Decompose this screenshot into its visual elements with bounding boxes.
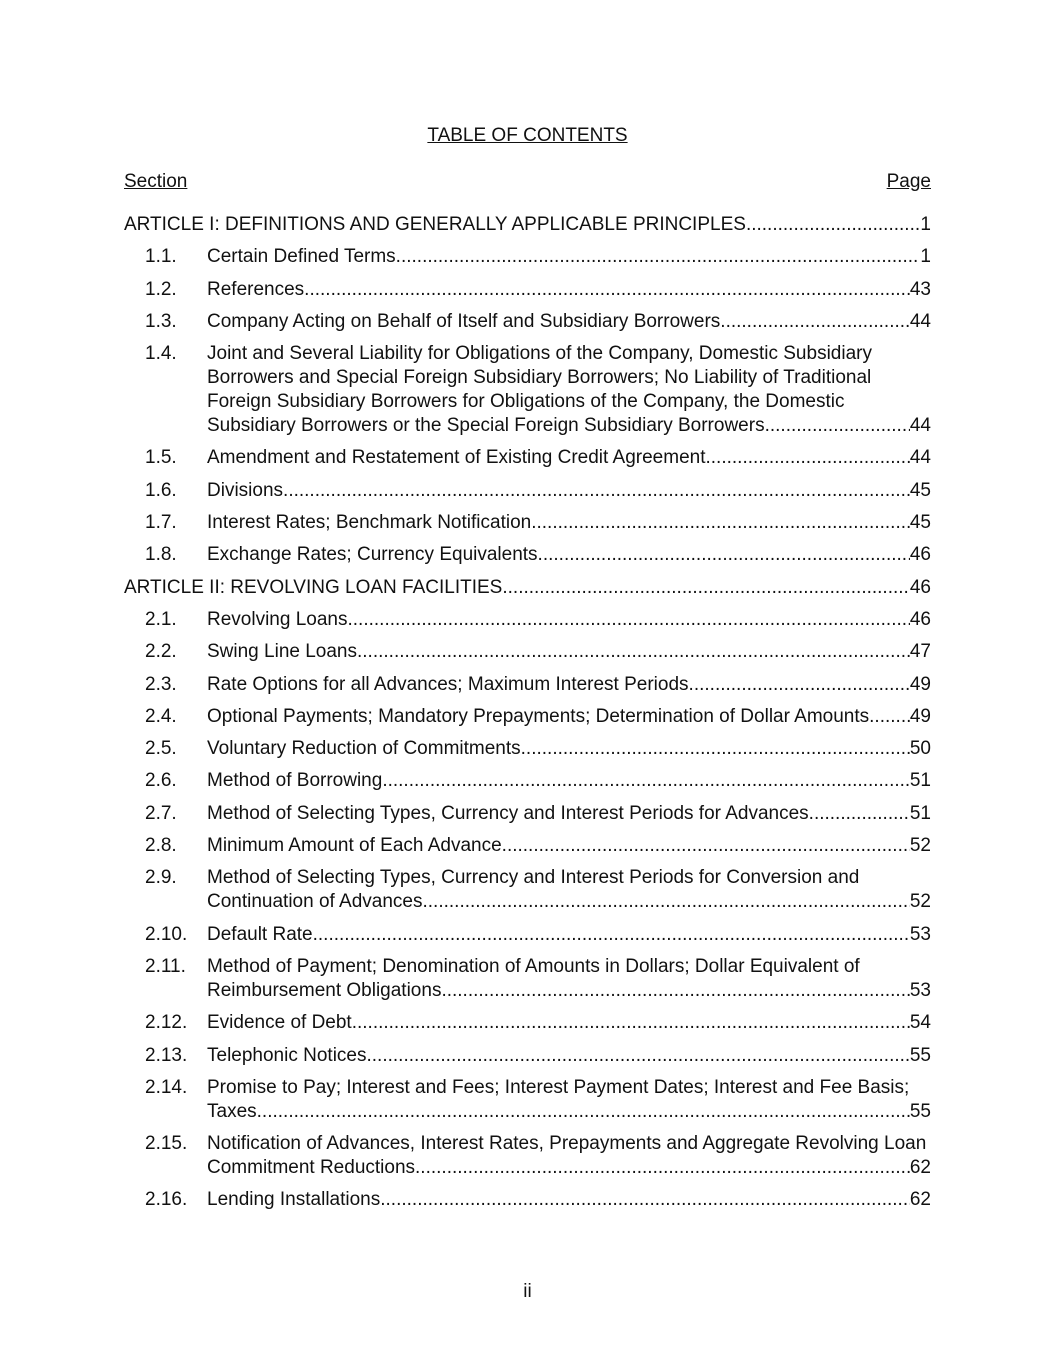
section-number: 1.3. xyxy=(145,310,177,332)
toc-section-entry[interactable] xyxy=(124,640,931,664)
entry-page-number: 43 xyxy=(909,278,931,300)
entry-leader-line xyxy=(207,1044,931,1068)
entry-title-block xyxy=(207,479,931,503)
entry-page-number: 45 xyxy=(909,512,931,534)
entry-title: References. xyxy=(207,278,310,300)
section-number: 1.5. xyxy=(145,447,177,469)
dot-leader xyxy=(726,310,910,334)
page-column-header: Page xyxy=(886,171,931,192)
entry-title-block xyxy=(207,278,931,302)
entry-page-number: 44 xyxy=(909,310,931,332)
section-number: 2.3. xyxy=(145,673,177,695)
dot-leader xyxy=(420,1156,910,1180)
entry-title-block xyxy=(207,955,931,1003)
entry-page-number: 62 xyxy=(909,1189,931,1211)
entry-page-number: 1 xyxy=(920,214,931,235)
entry-title: Voluntary Reduction of Commitments. xyxy=(207,738,526,760)
section-number: 2.10. xyxy=(145,923,188,945)
entry-title: Interest Rates; Benchmark Notification. xyxy=(207,512,537,534)
toc-section-entry[interactable] xyxy=(124,1044,931,1068)
dot-leader xyxy=(694,673,910,697)
entry-title-block xyxy=(207,1044,931,1068)
section-number: 2.2. xyxy=(145,641,177,663)
entry-leader-line xyxy=(207,834,931,858)
entry-title-block xyxy=(207,802,931,826)
entry-title: Divisions. xyxy=(207,479,289,501)
toc-section-entry[interactable] xyxy=(124,446,931,470)
entry-page-number: 44 xyxy=(909,447,931,469)
entry-page-number: 46 xyxy=(909,544,931,566)
entry-title-block xyxy=(207,342,931,438)
dot-leader xyxy=(502,576,910,600)
entry-title-block xyxy=(207,769,931,793)
entry-title-block xyxy=(207,1076,931,1124)
entry-title: Evidence of Debt. xyxy=(207,1012,357,1034)
entry-page-number: 49 xyxy=(909,673,931,695)
section-number: 2.13. xyxy=(145,1044,188,1066)
entry-leader-line xyxy=(207,1100,931,1124)
entry-leader-line xyxy=(124,213,931,237)
entry-title-line: Method of Selecting Types, Currency and Interest Periods for Conversion and xyxy=(207,867,860,889)
section-number: 1.1. xyxy=(145,246,177,268)
toc-section-entry[interactable] xyxy=(124,769,931,793)
section-number: 2.1. xyxy=(145,608,177,630)
entry-leader-line xyxy=(207,705,931,729)
entry-title: Subsidiary Borrowers or the Special Foreign Subsidiary Borrowers. xyxy=(207,415,770,437)
entry-title: Default Rate.. xyxy=(207,923,324,945)
entry-title-line: Borrowers and Special Foreign Subsidiary Borrowers; No Liability of Traditional xyxy=(207,367,872,389)
entry-page-number: 55 xyxy=(909,1100,931,1122)
entry-page-number: 53 xyxy=(909,923,931,945)
entry-title: Swing Line Loans. xyxy=(207,641,363,663)
toc-section-entry[interactable] xyxy=(124,342,931,438)
section-number: 2.11. xyxy=(145,955,186,977)
entry-page-number: 54 xyxy=(909,1012,931,1034)
entry-leader-line xyxy=(207,1011,931,1035)
entry-title-line: Notification of Advances, Interest Rates, Prepayments and Aggregate Revolving Loan xyxy=(207,1133,927,1155)
entry-page-number: 50 xyxy=(909,738,931,760)
entry-title: Lending Installations. xyxy=(207,1189,386,1211)
entry-title: Amendment and Restatement of Existing Credit Agreement. xyxy=(207,447,711,469)
toc-section-entry[interactable] xyxy=(124,608,931,632)
entry-title-block xyxy=(207,1188,931,1212)
entry-leader-line xyxy=(207,890,931,914)
entry-title: Taxes. xyxy=(207,1100,262,1122)
entry-title: Exchange Rates; Currency Equivalents. xyxy=(207,544,543,566)
entry-title: Optional Payments; Mandatory Prepayments; Determination of Dollar Amounts. xyxy=(207,705,875,727)
dot-leader xyxy=(814,802,910,826)
entry-title-block xyxy=(207,737,931,761)
toc-section-entry[interactable] xyxy=(124,673,931,697)
toc-title: TABLE OF CONTENTS xyxy=(427,125,628,146)
dot-leader xyxy=(746,213,920,237)
dot-leader xyxy=(447,979,910,1003)
entry-page-number: 52 xyxy=(909,891,931,913)
dot-leader xyxy=(309,278,909,302)
toc-section-entry[interactable] xyxy=(124,1132,931,1180)
entry-title-block xyxy=(207,866,931,914)
entry-title-block xyxy=(207,640,931,664)
entry-title-block xyxy=(207,446,931,470)
entry-leader-line xyxy=(207,446,931,470)
entry-leader-line xyxy=(207,245,931,269)
toc-section-entry[interactable] xyxy=(124,543,931,567)
section-number: 2.15. xyxy=(145,1133,188,1155)
toc-section-entry[interactable] xyxy=(124,278,931,302)
dot-leader xyxy=(388,769,910,793)
section-number: 1.4. xyxy=(145,343,177,365)
entry-title-line: Joint and Several Liability for Obligations of the Company, Domestic Subsidiary xyxy=(207,343,872,365)
entry-leader-line xyxy=(207,737,931,761)
entry-leader-line xyxy=(207,608,931,632)
dot-leader xyxy=(386,1188,910,1212)
section-number: 1.7. xyxy=(145,512,177,534)
toc-section-entry[interactable] xyxy=(124,1188,931,1212)
dot-leader xyxy=(507,834,910,858)
dot-leader xyxy=(372,1044,910,1068)
entry-leader-line xyxy=(207,673,931,697)
section-number: 2.14. xyxy=(145,1076,188,1098)
entry-page-number: 51 xyxy=(909,802,931,824)
entry-title-block xyxy=(207,834,931,858)
toc-section-entry[interactable] xyxy=(124,834,931,858)
dot-leader xyxy=(401,245,920,269)
entry-leader-line xyxy=(207,1188,931,1212)
entry-title-block xyxy=(207,673,931,697)
entry-page-number: 51 xyxy=(909,770,931,792)
entry-page-number: 46 xyxy=(909,576,931,598)
entry-page-number: 46 xyxy=(909,608,931,630)
entry-page-number: 1 xyxy=(920,246,931,268)
entry-leader-line xyxy=(207,310,931,334)
toc-section-entry[interactable] xyxy=(124,737,931,761)
section-number: 2.4. xyxy=(145,705,177,727)
entry-title-block xyxy=(207,608,931,632)
dot-leader xyxy=(536,511,909,535)
entry-title: Method of Selecting Types, Currency and Interest Periods for Advances. xyxy=(207,802,814,824)
dot-leader xyxy=(262,1100,910,1124)
toc-article-entry[interactable] xyxy=(124,576,931,600)
entry-leader-line xyxy=(207,802,931,826)
entry-title: Continuation of Advances. xyxy=(207,891,428,913)
entry-title: Revolving Loans. xyxy=(207,608,353,630)
entry-title: Method of Borrowing. xyxy=(207,770,388,792)
entry-title-block xyxy=(207,543,931,567)
entry-title: ARTICLE I: DEFINITIONS AND GENERALLY APPLICABLE PRINCIPLES xyxy=(124,214,746,235)
section-number: 2.6. xyxy=(145,770,177,792)
dot-leader xyxy=(711,446,910,470)
entry-leader-line xyxy=(207,479,931,503)
entry-page-number: 62 xyxy=(909,1157,931,1179)
entry-page-number: 44 xyxy=(909,415,931,437)
section-number: 2.9. xyxy=(145,867,177,889)
page-number: ii xyxy=(523,1281,532,1302)
dot-leader xyxy=(428,890,910,914)
dot-leader xyxy=(362,640,910,664)
toc-section-entry[interactable] xyxy=(124,705,931,729)
section-column-header: Section xyxy=(124,171,188,192)
entry-title-block xyxy=(207,1011,931,1035)
dot-leader xyxy=(357,1011,910,1035)
toc-section-entry[interactable] xyxy=(124,955,931,1003)
toc-section-entry[interactable] xyxy=(124,1011,931,1035)
section-number: 2.12. xyxy=(145,1012,188,1034)
toc-entries xyxy=(124,213,931,1221)
section-number: 1.2. xyxy=(145,278,177,300)
entry-title-block xyxy=(207,310,931,334)
entry-title: Company Acting on Behalf of Itself and Subsidiary Borrowers. xyxy=(207,310,726,332)
dot-leader xyxy=(770,414,910,438)
toc-article-entry[interactable] xyxy=(124,213,931,237)
entry-page-number: 52 xyxy=(909,835,931,857)
section-number: 2.8. xyxy=(145,835,177,857)
toc-section-entry[interactable] xyxy=(124,1076,931,1124)
entry-page-number: 55 xyxy=(909,1044,931,1066)
toc-section-entry[interactable] xyxy=(124,245,931,269)
dot-leader xyxy=(874,705,909,729)
dot-leader xyxy=(353,608,910,632)
entry-title: Commitment Reductions. xyxy=(207,1157,421,1179)
entry-leader-line xyxy=(207,769,931,793)
entry-page-number: 45 xyxy=(909,479,931,501)
entry-title: Telephonic Notices. xyxy=(207,1044,372,1066)
entry-title: Reimbursement Obligations. xyxy=(207,979,447,1001)
dot-leader xyxy=(323,923,910,947)
entry-leader-line xyxy=(207,511,931,535)
entry-leader-line xyxy=(207,640,931,664)
entry-title-block xyxy=(124,576,931,600)
entry-title-line: Method of Payment; Denomination of Amounts in Dollars; Dollar Equivalent of xyxy=(207,955,860,977)
entry-title-block xyxy=(207,1132,931,1180)
section-number: 2.7. xyxy=(145,802,177,824)
dot-leader xyxy=(543,543,910,567)
entry-title: Minimum Amount of Each Advance. xyxy=(207,835,507,857)
entry-page-number: 47 xyxy=(909,641,931,663)
entry-page-number: 53 xyxy=(909,979,931,1001)
entry-title: Rate Options for all Advances; Maximum Interest Periods. xyxy=(207,673,694,695)
dot-leader xyxy=(526,737,910,761)
entry-title-block xyxy=(124,213,931,237)
toc-section-entry[interactable] xyxy=(124,479,931,503)
section-number: 2.5. xyxy=(145,738,177,760)
entry-title: Certain Defined Terms. xyxy=(207,246,401,268)
entry-title-block xyxy=(207,923,931,947)
toc-section-entry[interactable] xyxy=(124,866,931,914)
dot-leader xyxy=(288,479,910,503)
entry-title-line: Promise to Pay; Interest and Fees; Interest Payment Dates; Interest and Fee Basis; xyxy=(207,1076,910,1098)
section-number: 2.16. xyxy=(145,1189,188,1211)
entry-title-block xyxy=(207,705,931,729)
entry-title-line: Foreign Subsidiary Borrowers for Obligations of the Company, the Domestic xyxy=(207,391,845,413)
toc-section-entry[interactable] xyxy=(124,923,931,947)
toc-section-entry[interactable] xyxy=(124,802,931,826)
toc-section-entry[interactable] xyxy=(124,511,931,535)
section-number: 1.8. xyxy=(145,544,177,566)
entry-leader-line xyxy=(207,1156,931,1180)
entry-leader-line xyxy=(207,543,931,567)
toc-section-entry[interactable] xyxy=(124,310,931,334)
entry-page-number: 49 xyxy=(909,705,931,727)
entry-leader-line xyxy=(124,576,931,600)
entry-leader-line xyxy=(207,923,931,947)
entry-leader-line xyxy=(207,414,931,438)
entry-title-block xyxy=(207,245,931,269)
section-number: 1.6. xyxy=(145,479,177,501)
entry-leader-line xyxy=(207,278,931,302)
entry-title-block xyxy=(207,511,931,535)
entry-title: ARTICLE II: REVOLVING LOAN FACILITIES xyxy=(124,576,503,598)
entry-leader-line xyxy=(207,979,931,1003)
